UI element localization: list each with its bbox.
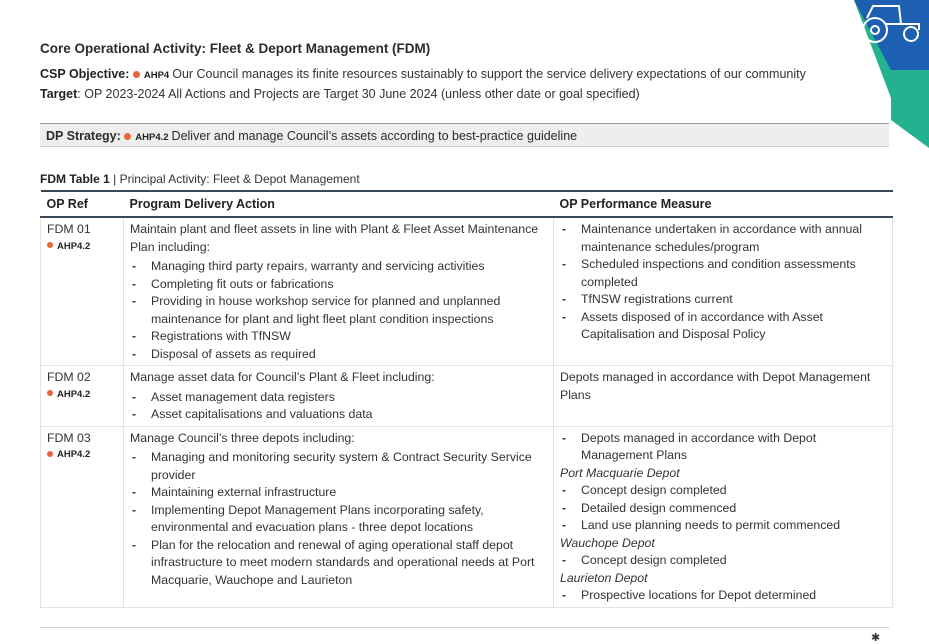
bullet-dot-icon (47, 390, 53, 396)
bullet-dot-icon (47, 242, 53, 248)
measure-cell (554, 426, 893, 607)
ahp-badge: AHP4.2 (47, 387, 117, 403)
action-list (130, 389, 547, 424)
action-intro: Manage asset data for Council’s Plant & Fleet including: (130, 370, 435, 384)
dp-text: Deliver and manage Council’s assets according to best-practice guideline (171, 129, 578, 143)
list-item: - Managing and monitoring security system & Contract Security Service provider (130, 449, 547, 484)
table-row (41, 217, 893, 366)
action-intro: Maintain plant and fleet assets in line with Plant & Fleet Asset Maintenance Plan including: (130, 222, 539, 254)
list-item: - Plan for the relocation and renewal of aging operational staff depot infrastructure to meet modern standards and operational needs at Port Macquarie, Wauchope and Laurieton (130, 537, 547, 590)
list-item: - Concept design completed (560, 552, 886, 570)
list-item: - Concept design completed (560, 482, 886, 500)
measure-list (560, 587, 886, 605)
action-cell (124, 217, 554, 366)
op-ref-cell (41, 217, 124, 366)
csp-objective (40, 67, 806, 81)
action-list (130, 449, 547, 589)
action-cell (124, 426, 554, 607)
measure-list (560, 552, 886, 570)
dp-code: AHP4.2 (135, 132, 169, 143)
list-item: - Implementing Depot Management Plans incorporating safety, environmental and evacuation plans - three depot locations (130, 502, 547, 537)
csp-code: AHP4 (143, 70, 170, 81)
op-ref: FDM 03 (47, 430, 91, 445)
header-op-ref: OP Ref (41, 191, 124, 217)
list-item: - Prospective locations for Depot determined (560, 587, 886, 605)
op-ref-cell (41, 426, 124, 607)
action-cell (124, 366, 554, 427)
ahp-badge: AHP4.2 (47, 447, 117, 463)
depot-subheading: Wauchope Depot (560, 535, 655, 550)
list-item: - Assets disposed of in accordance with Asset Capitalisation and Disposal Policy (560, 309, 886, 344)
footer-divider (40, 627, 889, 628)
target-line (40, 87, 640, 101)
measure-list (560, 482, 886, 535)
header-program-delivery-action: Program Delivery Action (124, 191, 554, 217)
list-item: - Depots managed in accordance with Depot Management Plans (560, 430, 886, 465)
list-item: - Asset capitalisations and valuations data (130, 406, 547, 424)
list-item: - Providing in house workshop service for planned and unplanned maintenance for plant and light fleet plant condition inspections (130, 293, 547, 328)
target-text: : OP 2023-2024 All Actions and Projects are Target 30 June 2024 (unless other date or goal specified) (77, 87, 640, 101)
bullet-dot-icon (133, 71, 140, 78)
fdm-table (40, 190, 893, 608)
measure-text: Depots managed in accordance with Depot Management Plans (560, 370, 871, 402)
action-list (130, 258, 547, 363)
measure-cell (554, 217, 893, 366)
measure-list (560, 430, 886, 465)
table-header-row (41, 191, 893, 217)
target-label: Target (40, 87, 78, 101)
op-ref-cell (41, 366, 124, 427)
measure-cell (554, 366, 893, 427)
list-item: - TfNSW registrations current (560, 291, 886, 309)
header-op-performance-measure: OP Performance Measure (554, 191, 893, 217)
ahp-badge: AHP4.2 (47, 239, 117, 255)
list-item: - Asset management data registers (130, 389, 547, 407)
list-item: - Registrations with TfNSW (130, 328, 547, 346)
depot-subheading: Port Macquarie Depot (560, 465, 680, 480)
op-ref: FDM 02 (47, 370, 91, 384)
list-item: - Completing fit outs or fabrications (130, 276, 547, 294)
page-title: Core Operational Activity: Fleet & Deport Management (FDM) (40, 41, 431, 56)
op-ref: FDM 01 (47, 222, 91, 236)
action-intro: Manage Council’s three depots including: (130, 430, 355, 445)
dp-label: DP Strategy: (46, 129, 121, 143)
bullet-dot-icon (47, 451, 53, 457)
list-item: - Land use planning needs to permit commenced (560, 517, 886, 535)
list-item: - Disposal of assets as required (130, 346, 547, 364)
list-item: - Detailed design commenced (560, 500, 886, 518)
table-caption-label: FDM Table 1 (40, 172, 110, 186)
list-item: - Scheduled inspections and condition assessments completed (560, 256, 886, 291)
list-item: - Maintenance undertaken in accordance with annual maintenance schedules/program (560, 221, 886, 256)
bullet-dot-icon (124, 133, 131, 140)
csp-label: CSP Objective: (40, 67, 130, 81)
table-caption-text: | Principal Activity: Fleet & Depot Management (109, 172, 360, 186)
measure-list (560, 221, 886, 344)
logo-mark-icon: ✱ (871, 632, 881, 644)
list-item: - Maintaining external infrastructure (130, 484, 547, 502)
table-row (41, 366, 893, 427)
dp-strategy-bar (40, 123, 889, 147)
csp-text: Our Council manages its finite resources sustainably to support the service delivery expectations of our community (172, 67, 806, 81)
depot-subheading: Laurieton Depot (560, 570, 648, 585)
table-caption (40, 172, 360, 186)
table-row (41, 426, 893, 607)
list-item: - Managing third party repairs, warranty and servicing activities (130, 258, 547, 276)
